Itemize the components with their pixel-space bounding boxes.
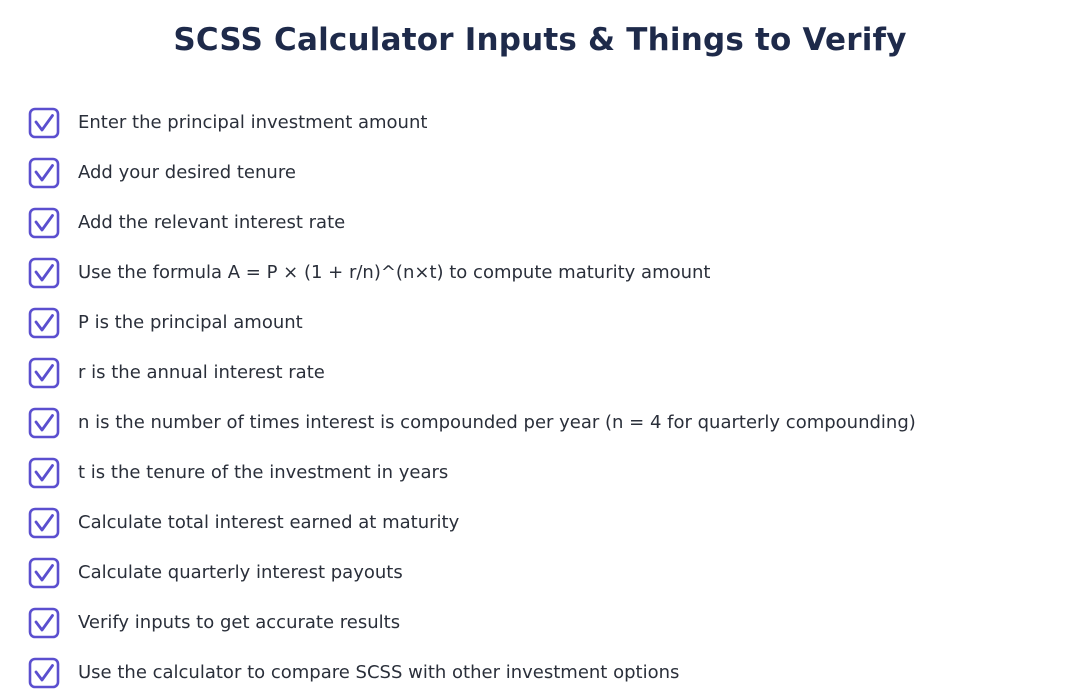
checklist-item [28,498,916,548]
checklist-item-label: Add your desired tenure [78,162,296,183]
checklist-item-label: Add the relevant interest rate [78,212,346,233]
checklist-item [28,348,916,398]
checklist-item-label: n is the number of times interest is compounded per year (n = 4 for quarterly compounding) [78,412,916,433]
checklist-item-label: r is the annual interest rate [78,362,325,383]
checkbox-checked-icon [28,407,60,439]
checkbox-checked-icon [28,207,60,239]
checkbox-checked-icon [28,457,60,489]
checklist-item [28,148,916,198]
checkbox-checked-icon [28,607,60,639]
checklist-item [28,248,916,298]
checkbox-checked-icon [28,557,60,589]
checkbox-checked-icon [28,157,60,189]
checklist-item [28,448,916,498]
checkbox-checked-icon [28,657,60,689]
checklist-item [28,198,916,248]
checklist-item [28,298,916,348]
checklist-item-label: Calculate total interest earned at maturity [78,512,460,533]
checklist-item-label: P is the principal amount [78,312,303,333]
checklist [28,98,916,698]
checkbox-checked-icon [28,107,60,139]
checklist-item [28,648,916,698]
checklist-item [28,548,916,598]
checklist-item-label: Calculate quarterly interest payouts [78,562,403,583]
checklist-item-label: Use the calculator to compare SCSS with other investment options [78,662,680,683]
checklist-item-label: Enter the principal investment amount [78,112,428,133]
checkbox-checked-icon [28,307,60,339]
checkbox-checked-icon [28,357,60,389]
checklist-item [28,598,916,648]
checkbox-checked-icon [28,257,60,289]
checklist-item [28,98,916,148]
checklist-item [28,398,916,448]
checklist-item-label: t is the tenure of the investment in years [78,462,449,483]
checklist-item-label: Verify inputs to get accurate results [78,612,401,633]
checkbox-checked-icon [28,507,60,539]
page-title: SCSS Calculator Inputs & Things to Verify [173,22,907,58]
checklist-item-label: Use the formula A = P × (1 + r/n)^(n×t) to compute maturity amount [78,262,711,283]
